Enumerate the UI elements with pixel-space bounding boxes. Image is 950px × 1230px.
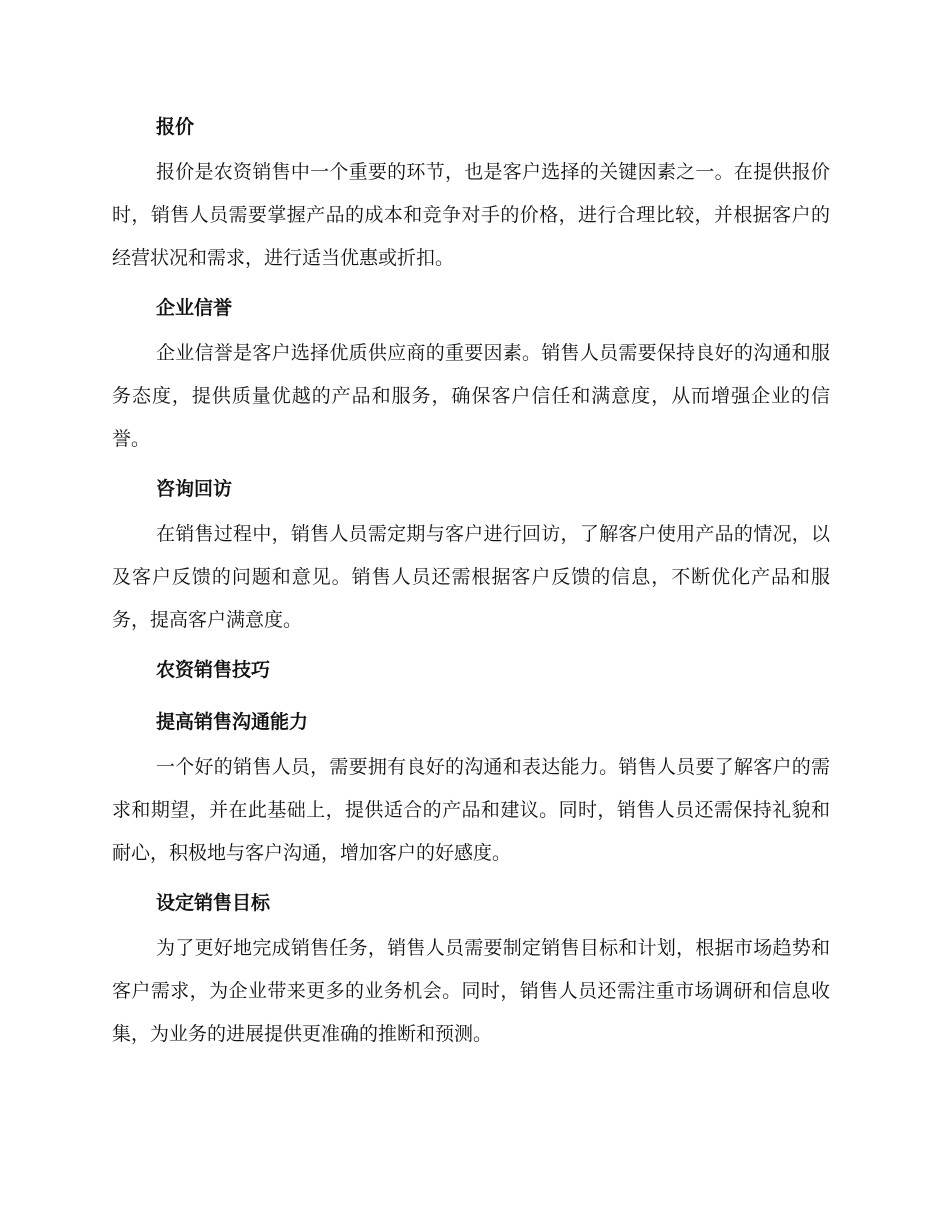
section-heading-reputation: 企业信誉 xyxy=(156,297,233,319)
section-body-reputation: 企业信誉是客户选择优质供应商的重要因素。销售人员需要保持良好的沟通和服务态度，提供质量优越的产品和服务，确保客户信任和满意度，从而增强企业的信誉。 xyxy=(112,342,830,450)
section-heading-quotation: 报价 xyxy=(156,116,195,138)
section-body-follow-up: 在销售过程中，销售人员需定期与客户进行回访，了解客户使用产品的情况，以及客户反馈的问题和意见。销售人员还需根据客户反馈的信息，不断优化产品和服务，提高客户满意度。 xyxy=(112,523,830,631)
section-heading-sales-target: 设定销售目标 xyxy=(156,892,271,914)
section-body-sales-target: 为了更好地完成销售任务，销售人员需要制定销售目标和计划，根据市场趋势和客户需求，为企业带来更多的业务机会。同时，销售人员还需注重市场调研和信息收集，为业务的进展提供更准确的推断和预测。 xyxy=(112,937,830,1045)
section-body-communication: 一个好的销售人员，需要拥有良好的沟通和表达能力。销售人员要了解客户的需求和期望，并在此基础上，提供适合的产品和建议。同时，销售人员还需保持礼貌和耐心，积极地与客户沟通，增加客户的好感度。 xyxy=(112,756,830,864)
section-heading-sales-skills: 农资销售技巧 xyxy=(156,659,271,681)
section-body-quotation: 报价是农资销售中一个重要的环节，也是客户选择的关键因素之一。在提供报价时，销售人员需要掌握产品的成本和竞争对手的价格，进行合理比较，并根据客户的经营状况和需求，进行适当优惠或折扣。 xyxy=(112,161,830,269)
section-heading-communication: 提高销售沟通能力 xyxy=(156,711,309,733)
document-page xyxy=(112,106,830,1063)
section-heading-follow-up: 咨询回访 xyxy=(156,478,233,500)
